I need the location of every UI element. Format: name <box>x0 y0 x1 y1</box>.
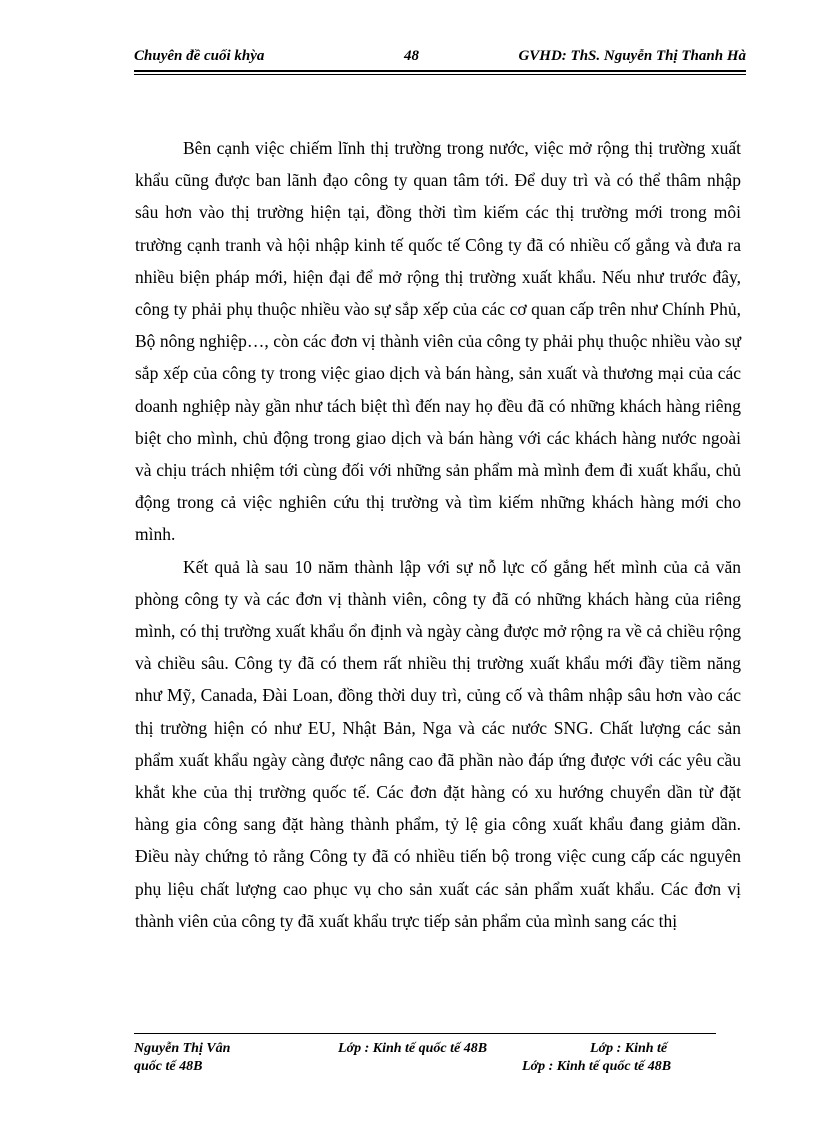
footer-class: Lớp : Kinh tế quốc tế 48B <box>338 1041 488 1056</box>
footer-author: Nguyễn Thị Vân <box>134 1041 231 1056</box>
page-header <box>134 48 746 70</box>
document-body <box>135 132 741 937</box>
footer-author-cont: quốc tế 48B <box>134 1059 203 1074</box>
paragraph: Kết quả là sau 10 năm thành lập với sự nỗ lực cố gắng hết mình của cả văn phòng công ty và các đơn vị thành viên, công ty đã có những khách hàng của riêng mình, có thị trường xuất khẩu ổn định và ngày càng được mở rộng ra về cả chiều rộng và chiều sâu. Công ty đã có them rất nhiều thị trường xuất khẩu mới đầy tiềm năng như Mỹ, Canada, Đài Loan, đồng thời duy trì, củng cố và thâm nhập sâu hơn vào các thị trường hiện có như EU, Nhật Bản, Nga và các nước SNG. Chất lượng các sản phẩm xuất khẩu ngày càng được nâng cao đã phần nào đáp ứng được với các yêu cầu khắt khe của thị trường quốc tế. Các đơn đặt hàng có xu hướng chuyển dần từ đặt hàng gia công sang đặt hàng thành phẩm, tỷ lệ gia công xuất khẩu đang giảm dần. Điều này chứng tỏ rằng Công ty đã có nhiều tiến bộ trong việc cung cấp các nguyên phụ liệu chất lượng cao phục vụ cho sản xuất các sản phẩm xuất khẩu. Các đơn vị thành viên của công ty đã xuất khẩu trực tiếp sản phẩm của mình sang các thị <box>135 556 741 931</box>
header-rule <box>134 70 746 72</box>
header-rule-thin <box>134 74 746 75</box>
header-supervisor: GVHD: ThS. Nguyễn Thị Thanh Hà <box>518 48 746 64</box>
footer-class-2: Lớp : Kinh tế <box>590 1041 668 1056</box>
page-footer <box>134 1040 716 1080</box>
footer-class-3: Lớp : Kinh tế quốc tế 48B <box>522 1059 672 1074</box>
page-number: 48 <box>404 48 419 64</box>
header-title: Chuyên đề cuối khỳa <box>134 48 265 64</box>
footer-rule <box>134 1033 716 1034</box>
paragraph: Bên cạnh việc chiếm lĩnh thị trường trong nước, việc mở rộng thị trường xuất khẩu cũng được ban lãnh đạo công ty quan tâm tới. Để duy trì và có thể thâm nhập sâu hơn vào thị trường hiện tại, đồng thời tìm kiếm các thị trường mới trong môi trường cạnh tranh và hội nhập kinh tế quốc tế Công ty đã có nhiều cố gắng và đưa ra nhiều biện pháp mới, hiện đại để mở rộng thị trường xuất khẩu. Nếu như trước đây, công ty phải phụ thuộc nhiều vào sự sắp xếp của các cơ quan cấp trên như Chính Phủ, Bộ nông nghiệp…, còn các đơn vị thành viên của công ty phải phụ thuộc nhiều vào sự sắp xếp của công ty trong việc giao dịch và bán hàng, sản xuất và thương mại của các doanh nghiệp này gần như tách biệt thì đến nay họ đều đã có những khách hàng riêng biệt cho mình, chủ động trong giao dịch và bán hàng với các khách hàng nước ngoài và chịu trách nhiệm tới cùng đối với những sản phẩm mà mình đem đi xuất khẩu, chủ động trong cả việc nghiên cứu thị trường và tìm kiếm những khách hàng mới cho mình. <box>135 138 741 545</box>
